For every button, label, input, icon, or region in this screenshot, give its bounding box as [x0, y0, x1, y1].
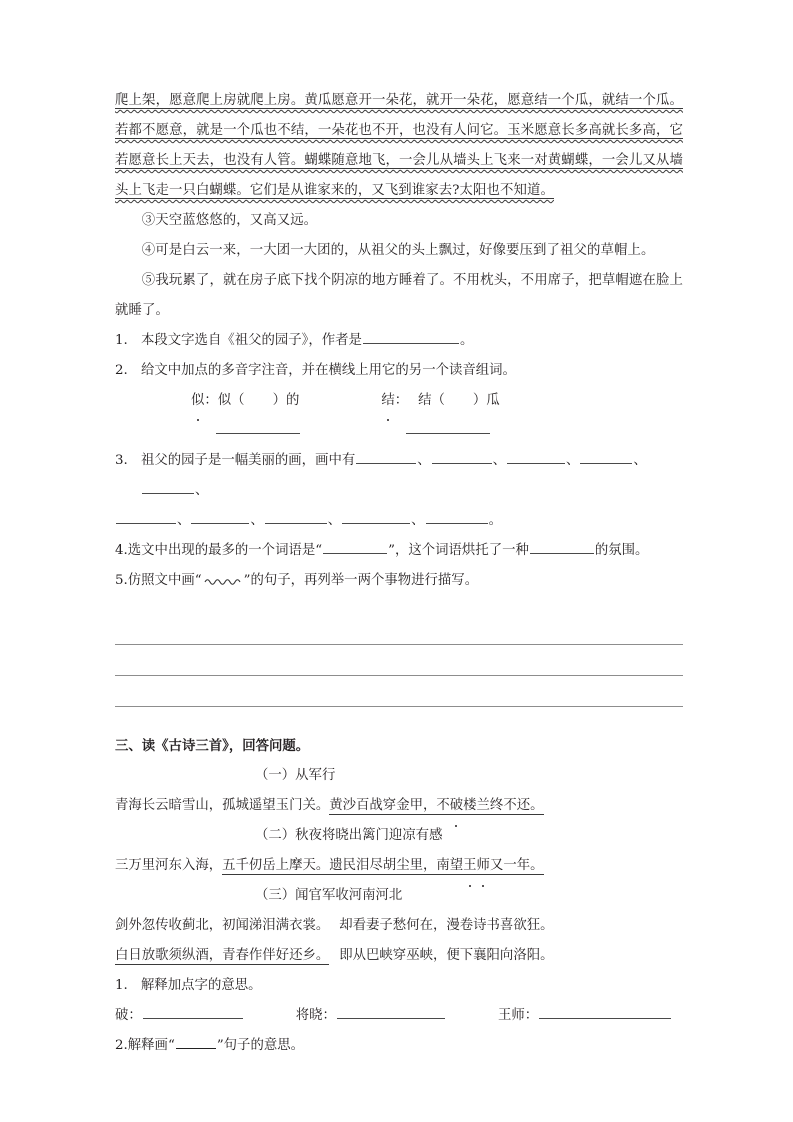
- field-label-jiangxiao: 将晓：: [295, 1008, 336, 1023]
- question-2-word-blanks-row: [115, 416, 683, 446]
- sep: 、: [327, 513, 342, 528]
- dotted-char-wang: 王: [463, 851, 476, 881]
- question-1-number: 1.: [115, 333, 128, 348]
- question-2-item1-word-blank[interactable]: [216, 420, 300, 434]
- question-2-item1-sep: ：: [204, 393, 218, 408]
- question-4-blank-2[interactable]: [530, 540, 594, 554]
- passage-paragraph-5: ⑤我玩累了，就在房子底下找个阴凉的地方睡着了。不用枕头，不用席子，把草帽遮在脸上就睡了。: [115, 273, 683, 318]
- poem-1-title: （一）从军行: [255, 768, 336, 783]
- poem-2-underlined-b: 遗民泪尽胡尘里，南望王师又一年。: [329, 858, 543, 875]
- wavy-line-icon: [204, 567, 242, 577]
- poem-2-text-plain: 三万里河东入海，: [115, 858, 223, 873]
- poem-2-underlined-a: 五千仞岳上摩天。: [222, 858, 330, 873]
- question-5-text-2: ”的句子，再列举一两个事物进行描写。: [243, 573, 479, 588]
- sep: 、: [633, 453, 647, 468]
- section-3-question-2-text-1: 解释画“: [127, 1038, 175, 1053]
- sep: 、: [411, 513, 425, 528]
- question-3-second-row: [115, 506, 683, 536]
- answer-line[interactable]: [115, 614, 683, 645]
- answer-line[interactable]: [115, 645, 683, 676]
- field-label-po: 破：: [115, 1008, 142, 1023]
- answer-line[interactable]: [115, 676, 683, 707]
- question-2-number: 2.: [115, 363, 128, 378]
- section-3-question-2-number: 2.: [115, 1038, 128, 1053]
- question-3-blank-4[interactable]: [580, 450, 632, 464]
- section-3-question-1-text: 解释加点字的意思。: [141, 978, 262, 993]
- poem-3-underlined-text: 白日放歌须纵酒，青春作伴好还乡。: [115, 948, 330, 963]
- question-1-period: 。: [459, 333, 474, 348]
- poem-3-line-1: [115, 911, 683, 941]
- poem-3-text-2b: 即从巴峡穿巫峡，便下襄阳向洛阳。: [339, 948, 554, 963]
- question-3: [115, 446, 683, 506]
- question-5-text-1: 仿照文中画“: [127, 573, 202, 588]
- question-4-number: 4.: [115, 543, 128, 558]
- question-4: [115, 536, 683, 566]
- question-5-number: 5.: [115, 573, 128, 588]
- section-3-question-2-inline-blank[interactable]: [176, 1037, 216, 1049]
- passage-underlined-text: 爬上架，愿意爬上房就爬上房。黄瓜愿意开一朵花，就开一朵花，愿意结一个瓜，就结一个瓜。若都不愿意，就是一个瓜也不结，一朵花也不开，也没有人问它。玉米愿意长多高就长多高，它若愿意长上天去，也没有人管。蝴蝶随意地飞，一会儿从墙头上飞来一对黄蝴蝶，一会儿又从墙头上飞走一只白蝴蝶。它们是从谁家来的，又飞到谁家去?太阳也不知道。: [115, 93, 683, 198]
- sep: 、: [492, 453, 507, 468]
- sep: 、: [417, 453, 431, 468]
- section-spacer: [115, 707, 683, 731]
- question-1-answer-blank[interactable]: [363, 330, 459, 344]
- question-2-item2-marked-char: 结: [381, 386, 394, 416]
- question-3-blank-9[interactable]: [342, 510, 410, 524]
- section-3-question-1-number: 1.: [115, 978, 128, 993]
- question-3-period: 。: [488, 513, 502, 528]
- question-2-item2-word-blank[interactable]: [406, 420, 490, 434]
- question-2-item2-tail: 瓜: [486, 393, 500, 408]
- dotted-char-po: 破: [450, 791, 463, 821]
- question-2-items: [115, 386, 683, 416]
- field-label-wangshi: 王师：: [497, 1008, 539, 1023]
- passage-body-paragraph: [115, 86, 683, 206]
- sep: 、: [566, 453, 580, 468]
- question-3-blank-10[interactable]: [426, 510, 488, 524]
- poem-1-underlined-text: 黄沙百战穿金甲，不破楼兰终不还。: [329, 798, 543, 815]
- dotted-char-shi: 师: [477, 851, 490, 881]
- question-2-item1-word-char: 似: [217, 393, 232, 408]
- poem-3-title: （三）闻官军收河南河北: [255, 888, 403, 903]
- section-3-question-2: [115, 1031, 683, 1061]
- question-3-blank-2[interactable]: [432, 450, 492, 464]
- field-blank-wangshi[interactable]: [539, 1005, 671, 1019]
- question-1: [115, 326, 683, 356]
- question-3-blank-1[interactable]: [356, 450, 416, 464]
- poem-1-text-plain: 青海长云暗雪山，孤城遥望玉门关。: [115, 798, 330, 813]
- question-2-item2-open: （: [431, 393, 445, 408]
- passage-paragraph-4: ④可是白云一来，一大团一大团的，从祖父的头上飘过，好像要压到了祖父的草帽上。: [141, 243, 655, 258]
- question-4-text-1: 选文中出现的最多的一个词语是“: [127, 543, 323, 558]
- question-2-text: 给文中加点的多音字注音，并在横线上用它的另一个读音组词。: [141, 363, 516, 378]
- question-2-item2-word-char: 结: [418, 393, 432, 408]
- question-5-answer-area: [115, 614, 683, 707]
- question-4-blank-1[interactable]: [323, 540, 387, 554]
- question-3-number: 3.: [115, 453, 128, 468]
- section-3-question-1-fields: [115, 1001, 683, 1031]
- question-3-blank-5[interactable]: [142, 480, 194, 494]
- passage-paragraph-3: ③天空蓝悠悠的，又高又远。: [141, 213, 318, 228]
- question-2-item1-tail: 的: [285, 393, 300, 408]
- poem-3-text-1a: 剑外忽传收蓟北，初闻涕泪满衣裳。: [115, 918, 330, 933]
- field-blank-po[interactable]: [143, 1005, 243, 1019]
- question-2-item2-sep: ：: [394, 393, 409, 408]
- section-3-heading: 三、读《古诗三首》，回答问题。: [115, 738, 310, 754]
- poem-1-line: [115, 791, 683, 821]
- section-3-question-1: [115, 971, 683, 1001]
- poem-3-line-2: [115, 941, 683, 971]
- sep: 、: [195, 483, 209, 498]
- poem-2-title: （二）秋夜将晓出篱门迎凉有感: [255, 828, 443, 843]
- question-3-text: 祖父的园子是一幅美丽的画，画中有: [141, 453, 356, 468]
- question-3-blank-7[interactable]: [191, 510, 249, 524]
- poem-2-line: [115, 851, 683, 881]
- question-4-text-2: ”，这个词语烘托了一种: [388, 543, 529, 558]
- question-2-item1-marked-char: 似: [191, 386, 204, 416]
- question-2-item1-open: （: [231, 393, 245, 408]
- section-3-question-2-text-2: ”句子的意思。: [216, 1038, 305, 1053]
- question-2: [115, 356, 683, 386]
- sep: 、: [177, 513, 191, 528]
- question-2-item1-close: ）: [272, 393, 286, 408]
- poem-3-text-1b: 却看妻子愁何在，漫卷诗书喜欲狂。: [339, 918, 554, 933]
- field-blank-jiangxiao[interactable]: [337, 1005, 445, 1019]
- question-5: [115, 566, 683, 596]
- question-4-text-3: 的氛围。: [594, 543, 649, 558]
- question-3-blank-8[interactable]: [265, 510, 327, 524]
- question-2-item2-close: ）: [472, 393, 487, 408]
- page-content: [115, 86, 683, 1061]
- question-3-blank-6[interactable]: [116, 510, 176, 524]
- question-3-blank-3[interactable]: [507, 450, 565, 464]
- sep: 、: [250, 513, 264, 528]
- question-1-text: 本段文字选自《祖父的园子》，作者是: [141, 333, 362, 348]
